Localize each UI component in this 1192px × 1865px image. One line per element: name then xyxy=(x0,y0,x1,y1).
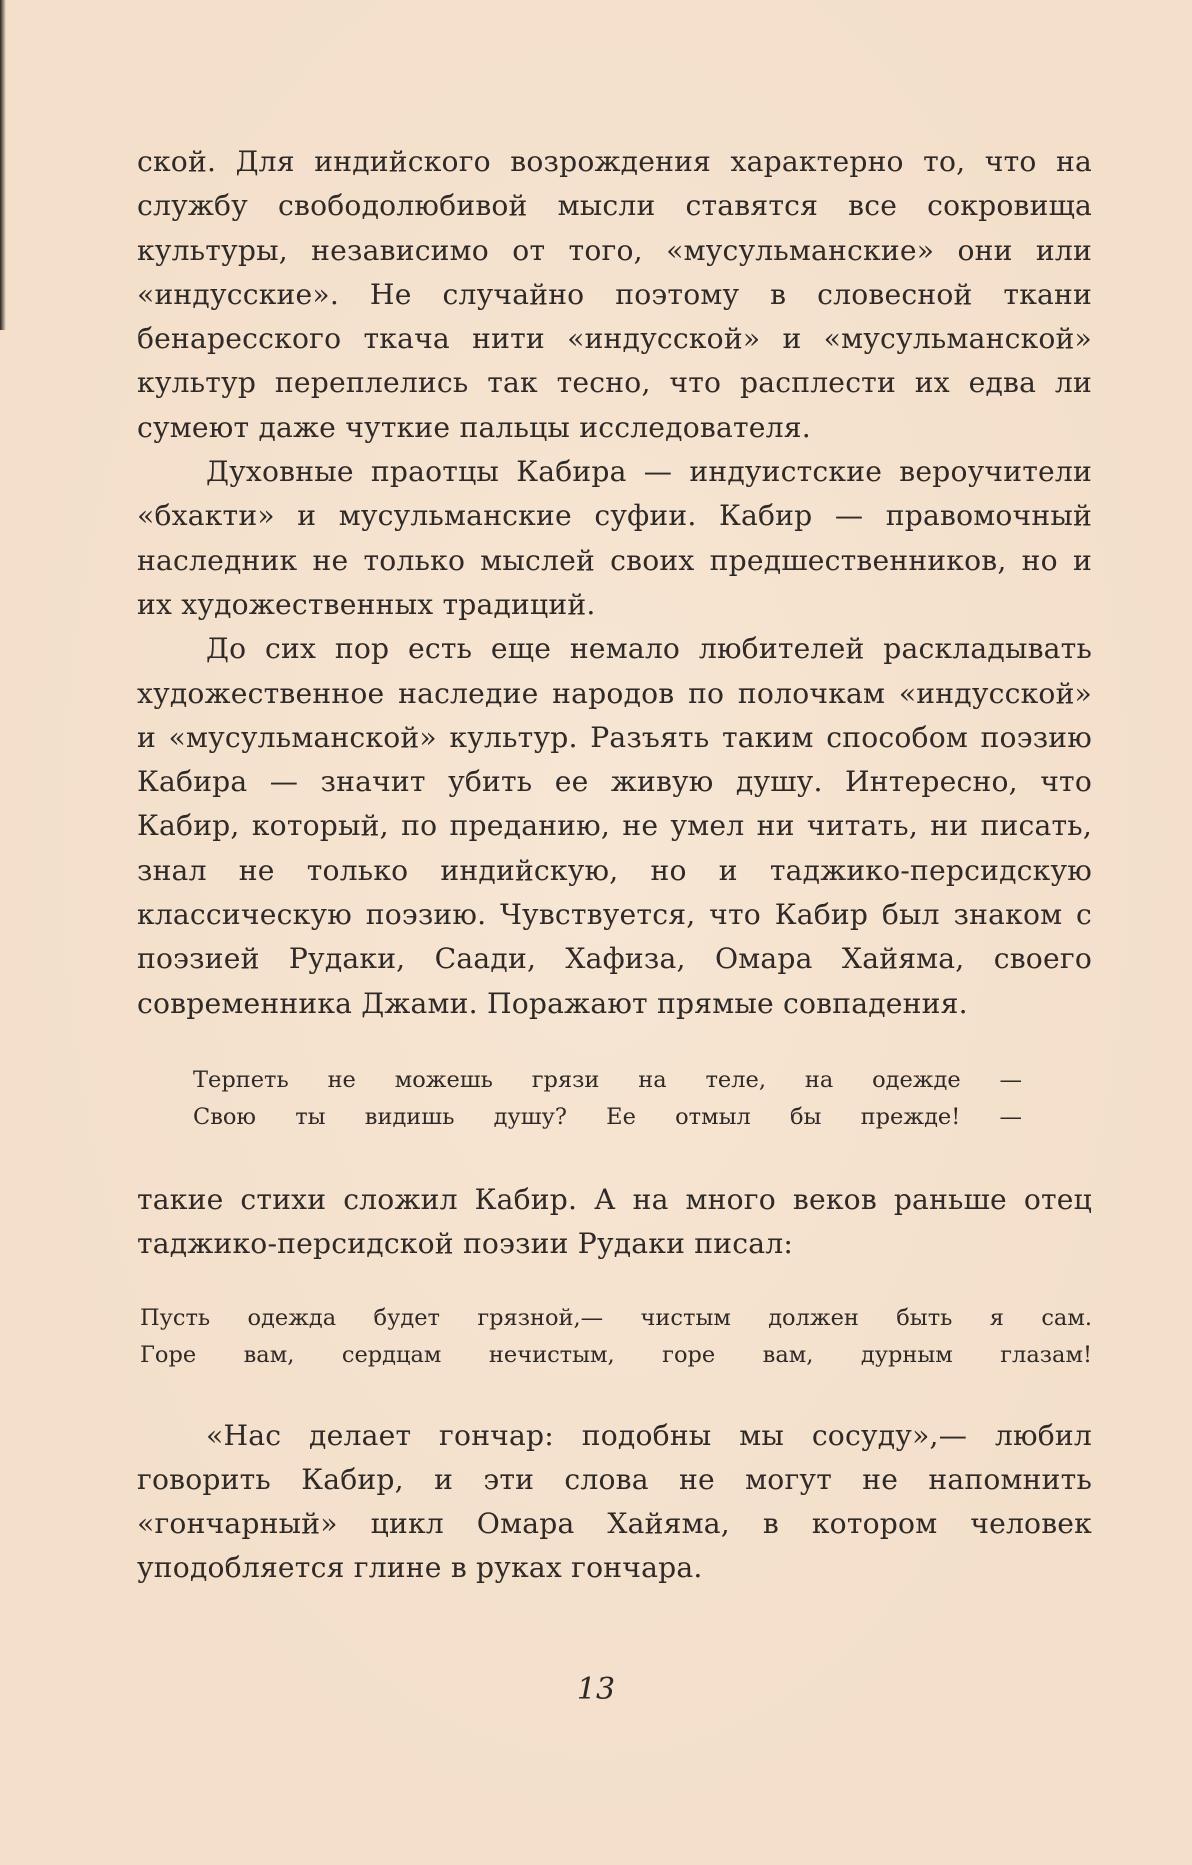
paragraph-potter: «Нас делает гончар: подобны мы сосуду»,— любил говорить Кабир, и эти слова не могут не напомнить «гончарный» цикл Омара Хайяма, в котором человек уподобляется глине в руках гончара. xyxy=(137,1418,1092,1585)
verse-line: Пусть одежда будет грязной,— чистым должен быть я сам. xyxy=(140,1304,1092,1331)
page-number: 13 xyxy=(576,1672,616,1707)
verse-quote-kabir xyxy=(193,1062,1022,1136)
paragraph-continuation: ской. Для индийского возрождения характерно то, что на службу свободолюбивой мысли ставятся все сокровища культуры, независимо от того, «мусульманские» они или «индусские». Не случайно поэтому в словесной ткани бенаресского ткача нити «индусской» и «мусульманской» культур переплелись так тесно, что расплести их едва ли сумеют даже чуткие пальцы исследователя. xyxy=(137,145,1092,444)
verse-line: Горе вам, сердцам нечистым, горе вам, дурным глазам! xyxy=(140,1341,1092,1368)
paragraph-heritage: До сих пор есть еще немало любителей раскладывать художественное наследие народов по полочкам «индусской» и «мусульманской» культур. Разъять таким способом поэзию Кабира — значит убить ее живую душу. Интересно, что Кабир, который, по преданию, не умел ни читать, ни писать, знал не только индийскую, но и таджико-персидскую классическую поэзию. Чувствуется, что Кабир был знаком с поэзией Рудаки, Саади, Хафиза, Омара Хайяма, своего современника Джами. Поражают прямые совпадения. xyxy=(137,632,1092,1020)
paragraph-rudaki-intro: такие стихи сложил Кабир. А на много веков раньше отец таджико-персидской поэзии Рудаки писал: xyxy=(137,1182,1092,1261)
verse-line: Свою ты видишь душу? Ее отмыл бы прежде! — xyxy=(193,1103,1022,1130)
binding-shadow xyxy=(0,0,6,330)
verse-line: Терпеть не можешь грязи на теле, на одежде — xyxy=(193,1066,1022,1093)
verse-quote-rudaki xyxy=(140,1300,1092,1374)
paragraph-spiritual-forefathers: Духовные праотцы Кабира — индуистские вероучители «бхакти» и мусульманские суфии. Кабир — правомочный наследник не только мыслей своих предшественников, но и их художественных традиций. xyxy=(137,455,1092,621)
page-body xyxy=(137,140,1092,1591)
